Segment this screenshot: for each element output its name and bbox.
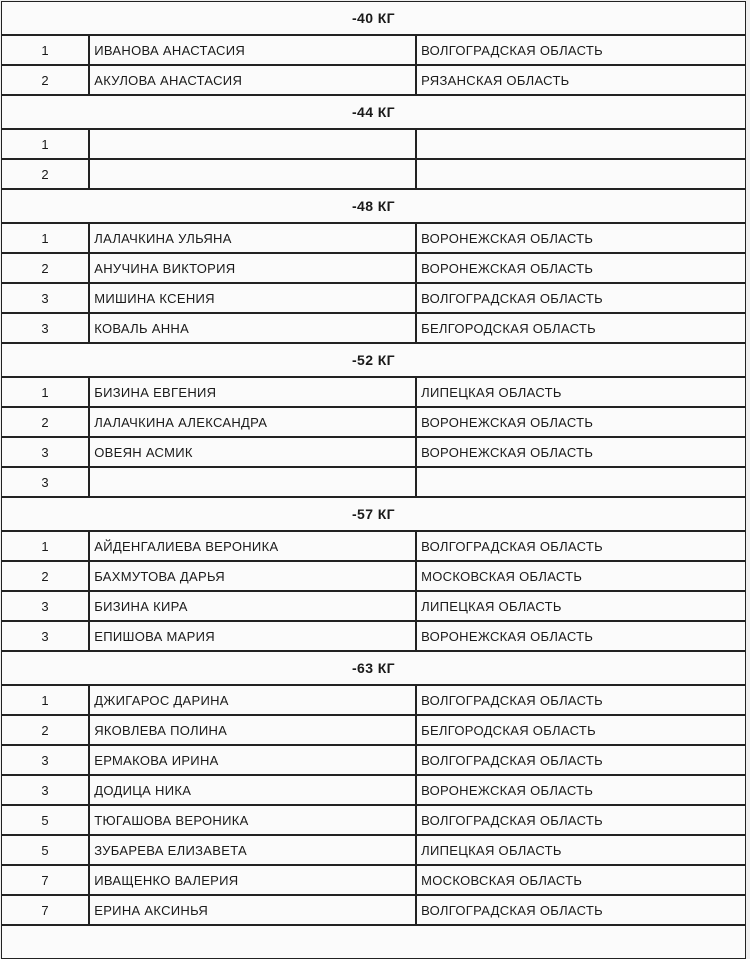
result-row (1, 835, 746, 865)
place-cell: 1 (1, 685, 89, 715)
result-row (1, 715, 746, 745)
place-cell: 3 (1, 621, 89, 651)
result-row (1, 895, 746, 925)
region-cell: ВОРОНЕЖСКАЯ ОБЛАСТЬ (416, 253, 746, 283)
place-cell: 2 (1, 561, 89, 591)
result-row (1, 283, 746, 313)
name-cell (89, 159, 416, 189)
weight-category-header: -44 КГ (1, 95, 746, 129)
place-cell: 2 (1, 159, 89, 189)
place-cell: 1 (1, 531, 89, 561)
result-row (1, 377, 746, 407)
place-cell: 1 (1, 377, 89, 407)
result-row (1, 621, 746, 651)
weight-category-header: -57 КГ (1, 497, 746, 531)
region-cell (416, 159, 746, 189)
place-cell: 5 (1, 805, 89, 835)
result-row (1, 35, 746, 65)
place-cell: 2 (1, 253, 89, 283)
name-cell: ЗУБАРЕВА ЕЛИЗАВЕТА (89, 835, 416, 865)
result-row (1, 865, 746, 895)
weight-category-header-row (1, 95, 746, 129)
weight-category-header-row (1, 1, 746, 35)
name-cell: АКУЛОВА АНАСТАСИЯ (89, 65, 416, 95)
place-cell: 5 (1, 835, 89, 865)
name-cell: ДЖИГАРОС ДАРИНА (89, 685, 416, 715)
place-cell: 3 (1, 745, 89, 775)
weight-category-header: -63 КГ (1, 651, 746, 685)
weight-category-header-row (1, 651, 746, 685)
region-cell: БЕЛГОРОДСКАЯ ОБЛАСТЬ (416, 313, 746, 343)
partial-next-section-header (1, 925, 746, 959)
region-cell: ВОЛГОГРАДСКАЯ ОБЛАСТЬ (416, 531, 746, 561)
region-cell: ВОРОНЕЖСКАЯ ОБЛАСТЬ (416, 621, 746, 651)
place-cell: 2 (1, 715, 89, 745)
region-cell: РЯЗАНСКАЯ ОБЛАСТЬ (416, 65, 746, 95)
name-cell: ЕРИНА АКСИНЬЯ (89, 895, 416, 925)
result-row (1, 253, 746, 283)
name-cell: БИЗИНА КИРА (89, 591, 416, 621)
result-row (1, 561, 746, 591)
place-cell: 3 (1, 775, 89, 805)
weight-category-header-row (1, 343, 746, 377)
result-row (1, 745, 746, 775)
name-cell: ЕРМАКОВА ИРИНА (89, 745, 416, 775)
region-cell: ВОЛГОГРАДСКАЯ ОБЛАСТЬ (416, 805, 746, 835)
region-cell: ВОРОНЕЖСКАЯ ОБЛАСТЬ (416, 407, 746, 437)
partial-next-section-header-row (1, 925, 746, 959)
region-cell: МОСКОВСКАЯ ОБЛАСТЬ (416, 561, 746, 591)
place-cell: 3 (1, 437, 89, 467)
name-cell: БАХМУТОВА ДАРЬЯ (89, 561, 416, 591)
result-row (1, 159, 746, 189)
result-row (1, 467, 746, 497)
name-cell: ДОДИЦА НИКА (89, 775, 416, 805)
weight-category-header: -48 КГ (1, 189, 746, 223)
name-cell: АЙДЕНГАЛИЕВА ВЕРОНИКА (89, 531, 416, 561)
name-cell: ЯКОВЛЕВА ПОЛИНА (89, 715, 416, 745)
place-cell: 1 (1, 129, 89, 159)
name-cell (89, 129, 416, 159)
name-cell: ИВАНОВА АНАСТАСИЯ (89, 35, 416, 65)
place-cell: 7 (1, 865, 89, 895)
region-cell: БЕЛГОРОДСКАЯ ОБЛАСТЬ (416, 715, 746, 745)
place-cell: 3 (1, 313, 89, 343)
result-row (1, 407, 746, 437)
region-cell: ВОРОНЕЖСКАЯ ОБЛАСТЬ (416, 437, 746, 467)
region-cell: ЛИПЕЦКАЯ ОБЛАСТЬ (416, 591, 746, 621)
place-cell: 3 (1, 283, 89, 313)
name-cell: МИШИНА КСЕНИЯ (89, 283, 416, 313)
region-cell (416, 129, 746, 159)
region-cell: ВОЛГОГРАДСКАЯ ОБЛАСТЬ (416, 895, 746, 925)
result-row (1, 775, 746, 805)
name-cell: ОВЕЯН АСМИК (89, 437, 416, 467)
region-cell: ЛИПЕЦКАЯ ОБЛАСТЬ (416, 835, 746, 865)
name-cell: ЛАЛАЧКИНА АЛЕКСАНДРА (89, 407, 416, 437)
name-cell: АНУЧИНА ВИКТОРИЯ (89, 253, 416, 283)
region-cell: ВОРОНЕЖСКАЯ ОБЛАСТЬ (416, 775, 746, 805)
region-cell: ВОРОНЕЖСКАЯ ОБЛАСТЬ (416, 223, 746, 253)
name-cell: БИЗИНА ЕВГЕНИЯ (89, 377, 416, 407)
result-row (1, 223, 746, 253)
result-row (1, 805, 746, 835)
name-cell: ЛАЛАЧКИНА УЛЬЯНА (89, 223, 416, 253)
result-row (1, 313, 746, 343)
place-cell: 2 (1, 65, 89, 95)
name-cell: КОВАЛЬ АННА (89, 313, 416, 343)
result-row (1, 129, 746, 159)
weight-category-header: -40 КГ (1, 1, 746, 35)
place-cell: 1 (1, 35, 89, 65)
result-row (1, 65, 746, 95)
region-cell: ВОЛГОГРАДСКАЯ ОБЛАСТЬ (416, 283, 746, 313)
results-table (1, 1, 746, 959)
name-cell: ТЮГАШОВА ВЕРОНИКА (89, 805, 416, 835)
result-row (1, 685, 746, 715)
name-cell: ЕПИШОВА МАРИЯ (89, 621, 416, 651)
name-cell: ИВАЩЕНКО ВАЛЕРИЯ (89, 865, 416, 895)
region-cell: ВОЛГОГРАДСКАЯ ОБЛАСТЬ (416, 745, 746, 775)
region-cell (416, 467, 746, 497)
place-cell: 7 (1, 895, 89, 925)
place-cell: 2 (1, 407, 89, 437)
result-row (1, 531, 746, 561)
results-table-body (1, 1, 746, 959)
weight-category-header: -52 КГ (1, 343, 746, 377)
region-cell: МОСКОВСКАЯ ОБЛАСТЬ (416, 865, 746, 895)
results-page (0, 1, 750, 959)
result-row (1, 437, 746, 467)
region-cell: ВОЛГОГРАДСКАЯ ОБЛАСТЬ (416, 685, 746, 715)
weight-category-header-row (1, 189, 746, 223)
region-cell: ЛИПЕЦКАЯ ОБЛАСТЬ (416, 377, 746, 407)
weight-category-header-row (1, 497, 746, 531)
name-cell (89, 467, 416, 497)
place-cell: 3 (1, 467, 89, 497)
place-cell: 1 (1, 223, 89, 253)
place-cell: 3 (1, 591, 89, 621)
region-cell: ВОЛГОГРАДСКАЯ ОБЛАСТЬ (416, 35, 746, 65)
result-row (1, 591, 746, 621)
